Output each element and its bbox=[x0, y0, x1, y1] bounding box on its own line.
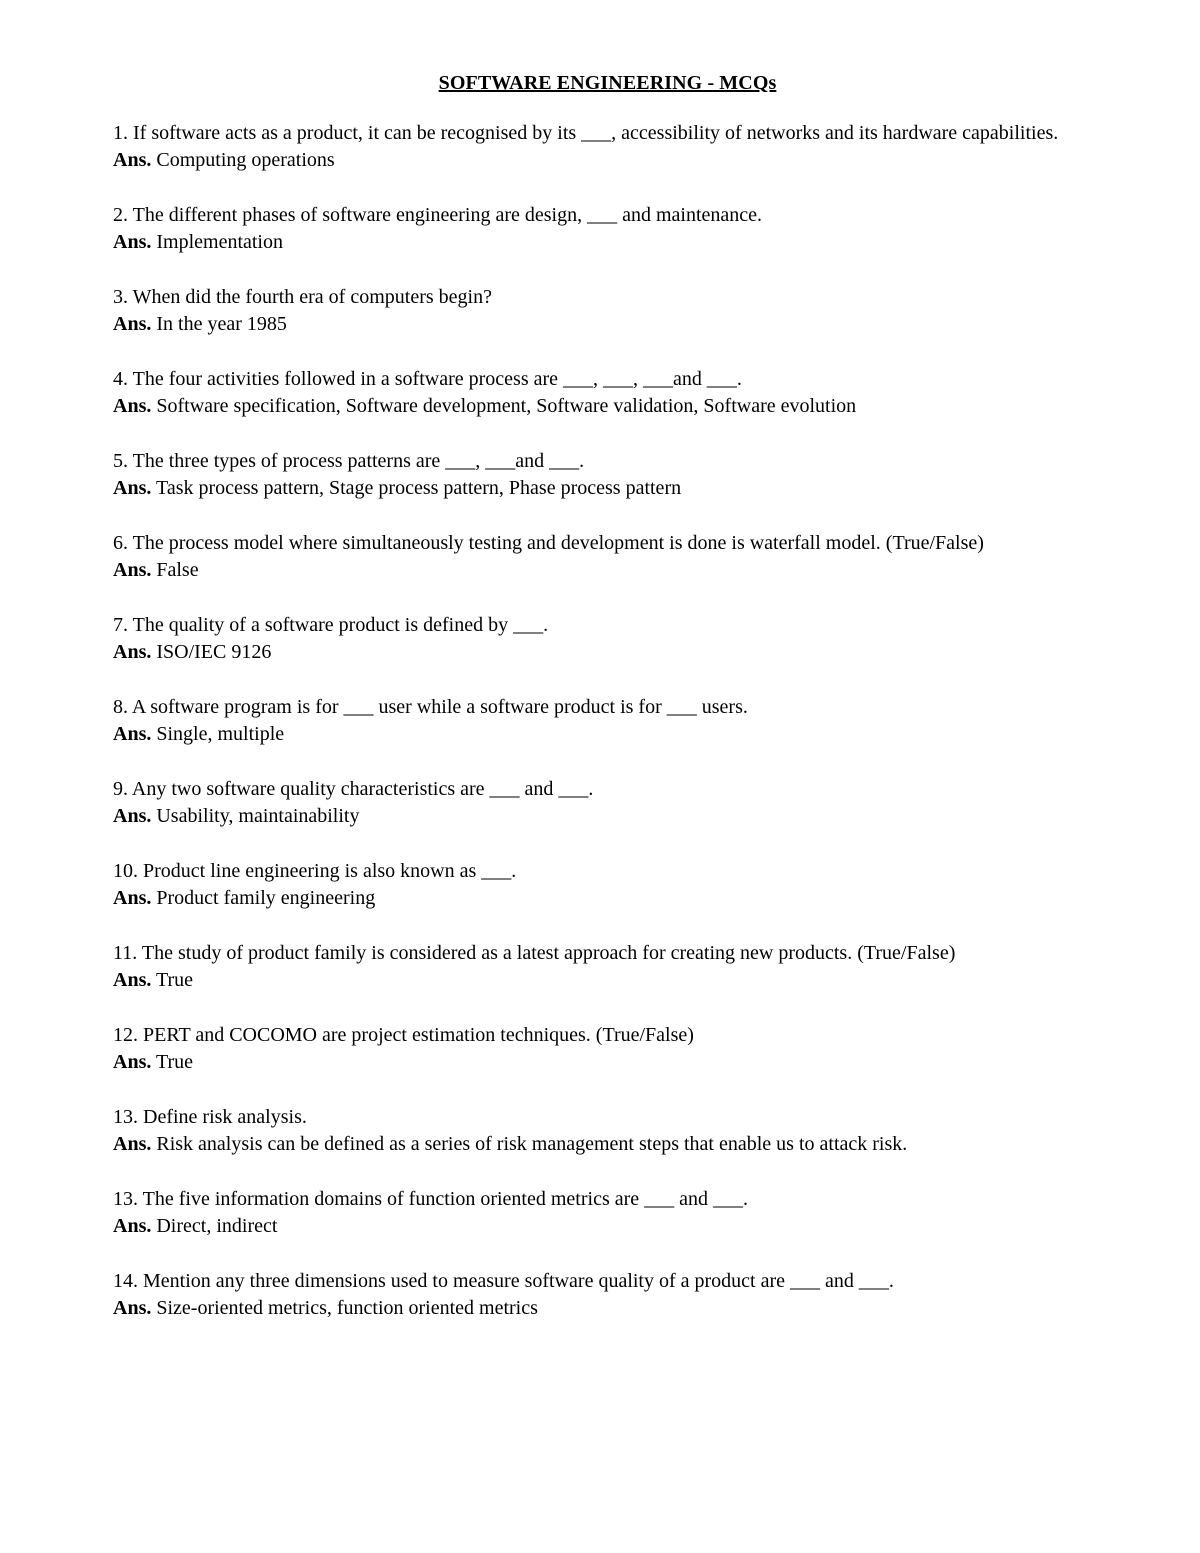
answer-line bbox=[113, 475, 1102, 502]
answer-prefix: Ans. bbox=[113, 969, 152, 991]
qa-item bbox=[113, 940, 1102, 994]
question-text: 10. Product line engineering is also known as ___. bbox=[113, 860, 517, 882]
question-text: 9. Any two software quality characteristics are ___ and ___. bbox=[113, 778, 594, 800]
qa-item bbox=[113, 448, 1102, 502]
answer-line bbox=[113, 885, 1102, 912]
qa-item bbox=[113, 530, 1102, 584]
answer-line bbox=[113, 721, 1102, 748]
qa-item bbox=[113, 694, 1102, 748]
answer-line bbox=[113, 1213, 1102, 1240]
qa-item bbox=[113, 1022, 1102, 1076]
answer-text: True bbox=[156, 969, 194, 991]
document-page bbox=[113, 70, 1102, 1350]
question-text: 1. If software acts as a product, it can be recognised by its ___, accessibility of networks and its hardware capabilities. bbox=[113, 122, 1059, 144]
answer-line bbox=[113, 1131, 1102, 1158]
answer-line bbox=[113, 147, 1102, 174]
question-text: 11. The study of product family is considered as a latest approach for creating new products. (True/False) bbox=[113, 942, 956, 964]
answer-text: Computing operations bbox=[156, 149, 335, 171]
answer-prefix: Ans. bbox=[113, 1297, 152, 1319]
question-text: 5. The three types of process patterns are ___, ___and ___. bbox=[113, 450, 585, 472]
question-text: 3. When did the fourth era of computers begin? bbox=[113, 286, 492, 308]
answer-text: Single, multiple bbox=[156, 723, 285, 745]
question-text: 7. The quality of a software product is defined by ___. bbox=[113, 614, 549, 636]
answer-prefix: Ans. bbox=[113, 395, 152, 417]
answer-text: Size-oriented metrics, function oriented metrics bbox=[156, 1297, 538, 1319]
answer-prefix: Ans. bbox=[113, 1133, 152, 1155]
question-text: 14. Mention any three dimensions used to measure software quality of a product are ___ and ___. bbox=[113, 1270, 894, 1292]
qa-item bbox=[113, 1104, 1102, 1158]
answer-prefix: Ans. bbox=[113, 887, 152, 909]
qa-item bbox=[113, 120, 1102, 174]
question-text: 4. The four activities followed in a software process are ___, ___, ___and ___. bbox=[113, 368, 742, 390]
answer-line bbox=[113, 229, 1102, 256]
answer-text: False bbox=[156, 559, 199, 581]
answer-line bbox=[113, 311, 1102, 338]
answer-prefix: Ans. bbox=[113, 559, 152, 581]
answer-line bbox=[113, 639, 1102, 666]
answer-prefix: Ans. bbox=[113, 1215, 152, 1237]
answer-text: Direct, indirect bbox=[156, 1215, 278, 1237]
question-text: 6. The process model where simultaneously testing and development is done is waterfall model. (True/False) bbox=[113, 532, 984, 554]
answer-prefix: Ans. bbox=[113, 313, 152, 335]
answer-line bbox=[113, 393, 1102, 420]
question-text: 13. The five information domains of function oriented metrics are ___ and ___. bbox=[113, 1188, 749, 1210]
qa-item bbox=[113, 284, 1102, 338]
answer-text: ISO/IEC 9126 bbox=[156, 641, 272, 663]
qa-item bbox=[113, 858, 1102, 912]
answer-line bbox=[113, 557, 1102, 584]
question-text: 8. A software program is for ___ user while a software product is for ___ users. bbox=[113, 696, 748, 718]
answer-line bbox=[113, 1049, 1102, 1076]
answer-prefix: Ans. bbox=[113, 231, 152, 253]
question-text: 12. PERT and COCOMO are project estimation techniques. (True/False) bbox=[113, 1024, 694, 1046]
answer-prefix: Ans. bbox=[113, 641, 152, 663]
answer-line bbox=[113, 803, 1102, 830]
answer-text: Product family engineering bbox=[156, 887, 376, 909]
answer-line bbox=[113, 1295, 1102, 1322]
answer-prefix: Ans. bbox=[113, 805, 152, 827]
answer-prefix: Ans. bbox=[113, 149, 152, 171]
answer-text: Task process pattern, Stage process pattern, Phase process pattern bbox=[156, 477, 682, 499]
qa-item bbox=[113, 202, 1102, 256]
answer-prefix: Ans. bbox=[113, 477, 152, 499]
document-title: SOFTWARE ENGINEERING - MCQs bbox=[438, 72, 777, 94]
answer-text: True bbox=[156, 1051, 194, 1073]
answer-prefix: Ans. bbox=[113, 723, 152, 745]
answer-text: Risk analysis can be defined as a series of risk management steps that enable us to attack risk. bbox=[156, 1133, 908, 1155]
answer-text: Usability, maintainability bbox=[156, 805, 360, 827]
qa-item bbox=[113, 366, 1102, 420]
qa-list bbox=[113, 120, 1102, 1322]
question-text: 2. The different phases of software engineering are design, ___ and maintenance. bbox=[113, 204, 763, 226]
answer-line bbox=[113, 967, 1102, 994]
qa-item bbox=[113, 1186, 1102, 1240]
qa-item bbox=[113, 776, 1102, 830]
question-text: 13. Define risk analysis. bbox=[113, 1106, 307, 1128]
answer-text: In the year 1985 bbox=[156, 313, 287, 335]
answer-prefix: Ans. bbox=[113, 1051, 152, 1073]
answer-text: Software specification, Software development, Software validation, Software evolution bbox=[156, 395, 857, 417]
qa-item bbox=[113, 1268, 1102, 1322]
answer-text: Implementation bbox=[156, 231, 283, 253]
qa-item bbox=[113, 612, 1102, 666]
